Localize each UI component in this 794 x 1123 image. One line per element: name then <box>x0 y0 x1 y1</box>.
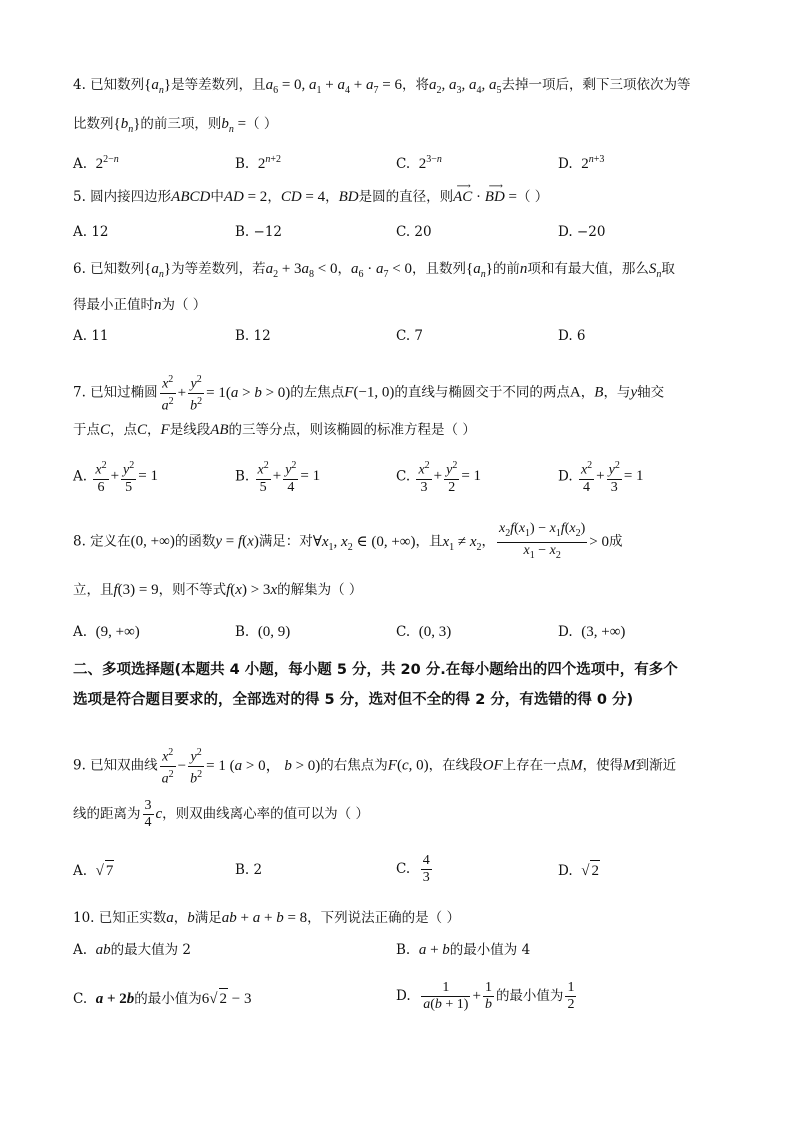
q4-line-1: 4. 已知数列$\{a_n\}$是等差数列，且$a_6 = 0$, $a_1 + a_4 + a_7 = 6$，将$a_2$, $a_3$, $a_4$, $a_5$去掉一项后，剩下三项依次为等 <box>73 77 691 96</box>
q6-option-d[interactable]: D. 6 <box>558 328 586 344</box>
q5-option-c[interactable]: C. 20 <box>396 224 432 240</box>
q9-line-1: 9. 已知双曲线 $\frac{x^2}{a^2}$ − $\frac{y^2}{b^2}$ = 1 (a > 0， b > 0)的右焦点为F(c, 0)，在线段OF上存在一点M，使得M到渐近 <box>73 747 677 787</box>
q7-line-1: 7. 已知过椭圆 $\frac{x^2}{a^2}$ + $\frac{y^2}{b^2}$ = 1(a > b > 0)的左焦点F(−1, 0)的直线与椭圆交于不同的两点A，B，与y轴交 <box>73 374 665 414</box>
q7-option-d[interactable]: D. $\frac{x^2}{4}$ + $\frac{y^2}{3}$ = 1 <box>558 460 644 495</box>
section2-heading-line-2: 选项是符合题目要求的，全部选对的得 5 分，选对但不全的得 2 分，有选错的得 0 分) <box>73 692 634 708</box>
q7-option-c[interactable]: C. $\frac{x^2}{3}$ + $\frac{y^2}{2}$ = 1 <box>396 460 482 495</box>
q9-line-2: 线的距离为 $\frac{3}{4}$ c，则双曲线离心率的值可以为（ ） <box>73 798 369 830</box>
q4-option-a[interactable]: A. $2^{2-n}$ <box>73 154 119 172</box>
q7-option-b[interactable]: B. $\frac{x^2}{5}$ + $\frac{y^2}{4}$ = 1 <box>235 460 321 495</box>
q8-option-b[interactable]: B. (0, 9) <box>235 624 291 640</box>
q8-option-d[interactable]: D. (3, +∞) <box>558 624 626 640</box>
q9-option-c[interactable]: C. $\frac{4}{3}$ <box>396 853 430 885</box>
q10-option-b[interactable]: B. a + b的最小值为 4 <box>396 942 531 958</box>
q7-option-a[interactable]: A. $\frac{x^2}{6}$ + $\frac{y^2}{5}$ = 1 <box>73 460 158 495</box>
q8-option-c[interactable]: C. (0, 3) <box>396 624 452 640</box>
q6-line-2: 得最小正值时n为（ ） <box>73 297 207 313</box>
q4-option-c[interactable]: C. $2^{3-n}$ <box>396 154 442 172</box>
q5-option-b[interactable]: B. −12 <box>235 224 282 240</box>
q9-option-d[interactable]: D. √ 2 <box>558 860 600 881</box>
q10-option-a[interactable]: A. ab的最大值为 2 <box>73 942 192 958</box>
q4-option-d[interactable]: D. $2^{n+3}$ <box>558 154 605 172</box>
q8-line-1: 8. 定义在(0, +∞)的函数y = f(x)满足：对$\forall x_1$, $x_2$ ∈ (0, +∞)，且$x_1 \ne x_2$， $\frac{x_2f(x_1) - x_1f(x_2)}{x_1 - x_2}$ > 0成 <box>73 521 623 564</box>
q5-option-d[interactable]: D. −20 <box>558 224 606 240</box>
q9-option-a[interactable]: A. √ 7 <box>73 860 114 881</box>
q7-line-2: 于点C，点C，F是线段AB的三等分点，则该椭圆的标准方程是（ ） <box>73 422 476 438</box>
q5-option-a[interactable]: A. 12 <box>73 224 109 240</box>
q8-line-2: 立，且f(3) = 9，则不等式f(x) > 3x的解集为（ ） <box>73 582 363 598</box>
q10-option-d[interactable]: D. $\frac{1}{a(b + 1)}$ + $\frac{1}{b}$ 的最小值为 $\frac{1}{2}$ <box>396 980 575 1012</box>
q4-line-2: 比数列$\{b_n\}$的前三项，则$b_n$ =（ ） <box>73 116 278 135</box>
q10-option-c[interactable]: C. a + 2b的最小值为6√ 2 − 3 <box>73 988 252 1009</box>
q4-option-b[interactable]: B. $2^{n+2}$ <box>235 154 281 172</box>
q9-option-b[interactable]: B. 2 <box>235 862 263 878</box>
q6-option-b[interactable]: B. 12 <box>235 328 271 344</box>
section2-heading-line-1: 二、多项选择题(本题共 4 小题，每小题 5 分，共 20 分.在每小题给出的四个选项中，有多个 <box>73 662 678 678</box>
q5-line-1: 5. 圆内接四边形ABCD中AD = 2，CD = 4，BD是圆的直径，则⟶ AC · ⟶ BD =（ ） <box>73 187 548 207</box>
q6-option-c[interactable]: C. 7 <box>396 328 424 344</box>
q6-option-a[interactable]: A. 11 <box>73 328 109 344</box>
q6-line-1: 6. 已知数列$\{a_n\}$为等差数列，若$a_2 + 3a_8 < 0$，$a_6 \cdot a_7 < 0$，且数列$\{a_n\}$的前n项和有最大值，那么$S_n$取 <box>73 261 675 280</box>
q8-option-a[interactable]: A. (9, +∞) <box>73 624 140 640</box>
q10-line-1: 10. 已知正实数a，b满足ab + a + b = 8，下列说法正确的是（ ） <box>73 910 460 926</box>
